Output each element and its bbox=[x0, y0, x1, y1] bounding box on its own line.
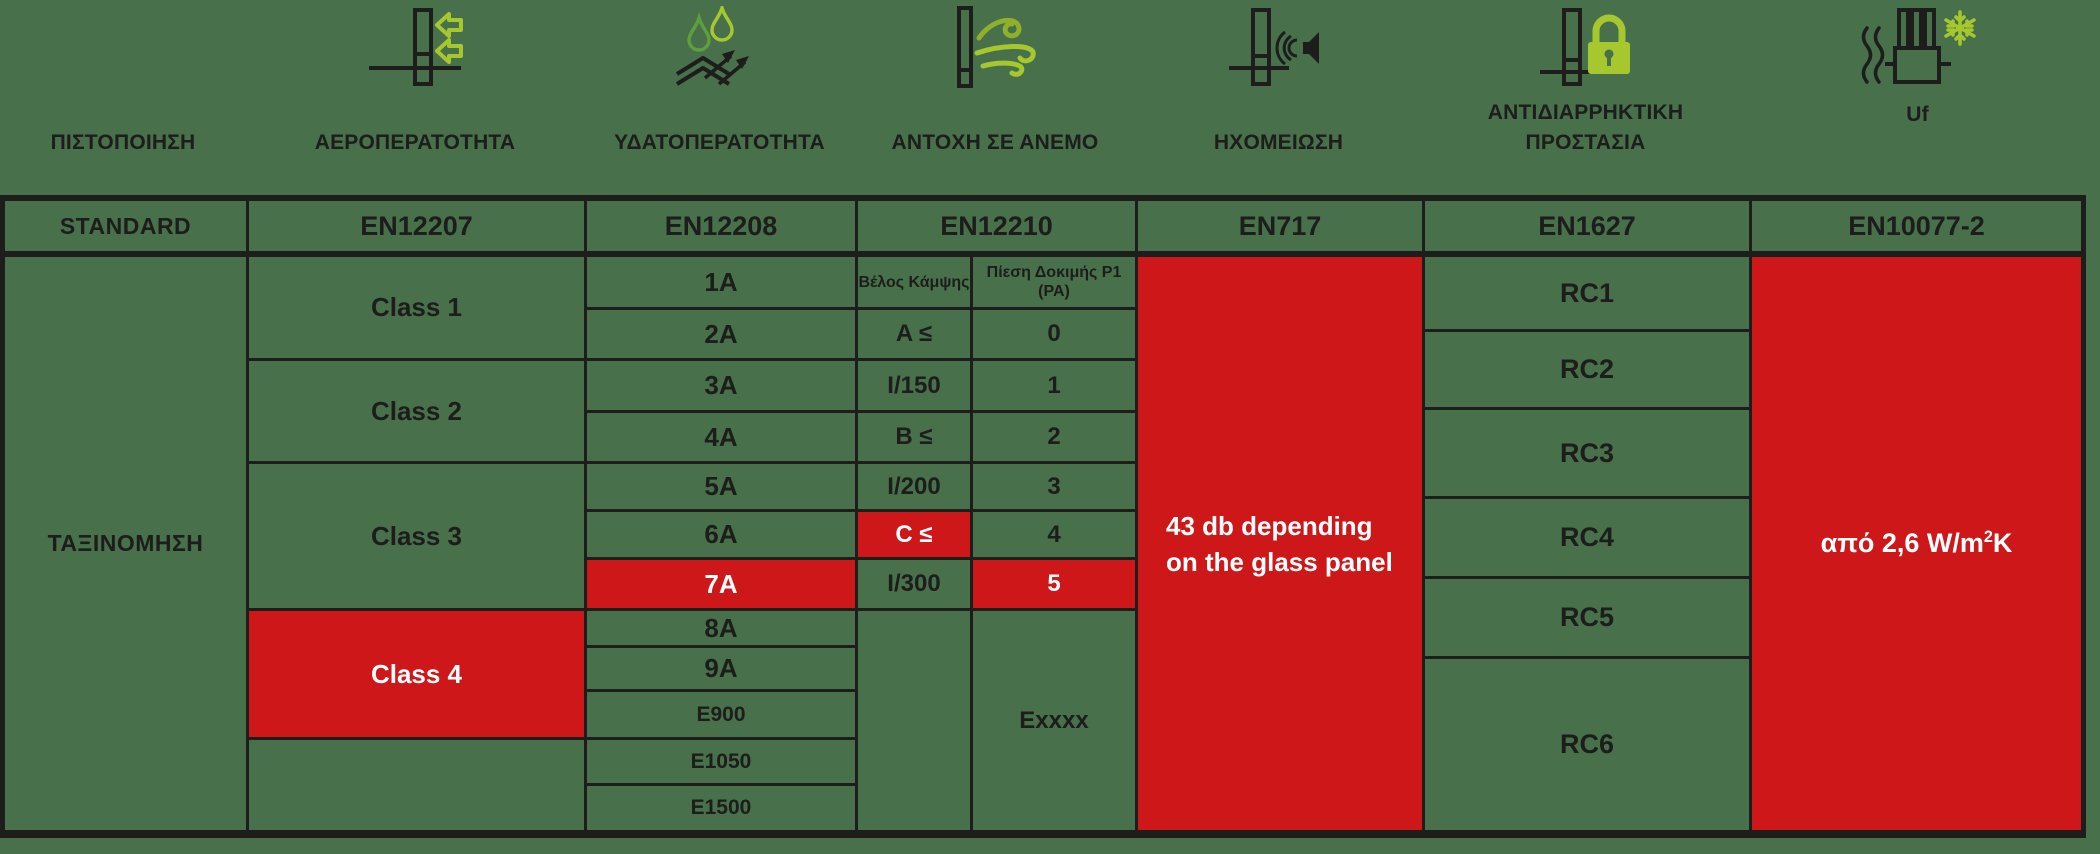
wind-pressure-cell: 3 bbox=[973, 464, 1135, 509]
wind-deflection-cell: I/150 bbox=[858, 361, 970, 410]
uf-value-text: από 2,6 $W/m^2K$ bbox=[1820, 528, 2013, 558]
wind-subheader-deflection: Βέλος Κάμψης bbox=[858, 257, 970, 307]
wind-deflection-empty-cell bbox=[858, 611, 970, 830]
wind-pressure-cell-highlighted: 5 bbox=[973, 560, 1135, 608]
column-label-uf: Uf bbox=[1906, 103, 1929, 126]
sound-waves-icon bbox=[1217, 6, 1337, 102]
rc-grade-cell: RC3 bbox=[1425, 410, 1749, 496]
water-grade-cell: 6A bbox=[587, 512, 855, 557]
air-empty-cell bbox=[249, 740, 584, 830]
wind-deflection-cell-highlighted: C ≤ bbox=[858, 512, 970, 557]
water-drops-icon bbox=[659, 6, 779, 102]
padlock-icon bbox=[1528, 6, 1648, 102]
water-grade-cell: E1050 bbox=[587, 740, 855, 783]
column-label-burglary: ΑΝΤΙΔΙΑΡΡΗΚΤΙΚΗ ΠΡΟΣΤΑΣΙΑ bbox=[1487, 101, 1684, 154]
standard-row-label: STANDARD bbox=[5, 201, 246, 251]
wind-pressure-cell: 0 bbox=[973, 310, 1135, 358]
thermal-snowflake-icon bbox=[1857, 6, 1977, 102]
wind-pressure-cell: 4 bbox=[973, 512, 1135, 557]
wind-deflection-cell: I/300 bbox=[858, 560, 970, 608]
water-grade-cell: E900 bbox=[587, 692, 855, 737]
water-grade-cell: 8A bbox=[587, 611, 855, 645]
wind-deflection-cell: B ≤ bbox=[858, 413, 970, 461]
water-grade-cell: 4A bbox=[587, 413, 855, 461]
column-label-water: ΥΔΑΤΟΠΕΡΑΤΟΤΗΤΑ bbox=[614, 131, 825, 154]
air-class-cell: Class 1 bbox=[249, 257, 584, 358]
wind-exceptional-cell: Exxxx bbox=[973, 611, 1135, 830]
standard-en12208: EN12208 bbox=[587, 201, 855, 251]
water-grade-cell: 3A bbox=[587, 361, 855, 410]
certification-table bbox=[0, 195, 2086, 838]
standard-en12210: EN12210 bbox=[858, 201, 1135, 251]
air-arrows-icon bbox=[355, 6, 475, 102]
rc-grade-cell: RC2 bbox=[1425, 332, 1749, 407]
water-grade-cell: E1500 bbox=[587, 786, 855, 830]
wind-subheader-pressure: Πίεση Δοκιμής P1 (PA) bbox=[973, 257, 1135, 307]
uf-value-cell bbox=[1752, 257, 2081, 830]
sound-note-text: 43 db depending on the glass panel bbox=[1166, 510, 1393, 577]
water-grade-cell: 5A bbox=[587, 464, 855, 509]
column-label-wind: ΑΝΤΟΧΗ ΣΕ ΑΝΕΜΟ bbox=[891, 131, 1099, 154]
standard-en717: EN717 bbox=[1138, 201, 1422, 251]
wind-pressure-cell: 1 bbox=[973, 361, 1135, 410]
column-label-sound: ΗΧΟΜΕΙΩΣΗ bbox=[1213, 131, 1344, 154]
air-class-cell-highlighted: Class 4 bbox=[249, 611, 584, 737]
water-grade-cell: 1A bbox=[587, 257, 855, 307]
water-grade-cell: 9A bbox=[587, 648, 855, 689]
column-label-air: ΑΕΡΟΠΕΡΑΤΟΤΗΤΑ bbox=[314, 131, 516, 154]
rc-grade-cell: RC4 bbox=[1425, 499, 1749, 576]
standard-en10077-2: EN10077-2 bbox=[1752, 201, 2081, 251]
sound-note-cell bbox=[1138, 257, 1422, 830]
rc-grade-cell: RC1 bbox=[1425, 257, 1749, 329]
water-grade-cell-highlighted: 7A bbox=[587, 560, 855, 608]
standard-en12207: EN12207 bbox=[249, 201, 584, 251]
wind-icon bbox=[933, 6, 1053, 102]
air-class-cell: Class 2 bbox=[249, 361, 584, 461]
rc-grade-cell: RC6 bbox=[1425, 659, 1749, 830]
rc-grade-cell: RC5 bbox=[1425, 579, 1749, 656]
air-class-cell: Class 3 bbox=[249, 464, 584, 608]
classification-row-label: ΤΑΞΙΝΟΜΗΣΗ bbox=[5, 257, 246, 830]
wind-deflection-cell: A ≤ bbox=[858, 310, 970, 358]
wind-pressure-cell: 2 bbox=[973, 413, 1135, 461]
standard-en1627: EN1627 bbox=[1425, 201, 1749, 251]
wind-deflection-cell: I/200 bbox=[858, 464, 970, 509]
column-label-certification: ΠΙΣΤΟΠΟΙΗΣΗ bbox=[50, 131, 196, 154]
water-grade-cell: 2A bbox=[587, 310, 855, 358]
